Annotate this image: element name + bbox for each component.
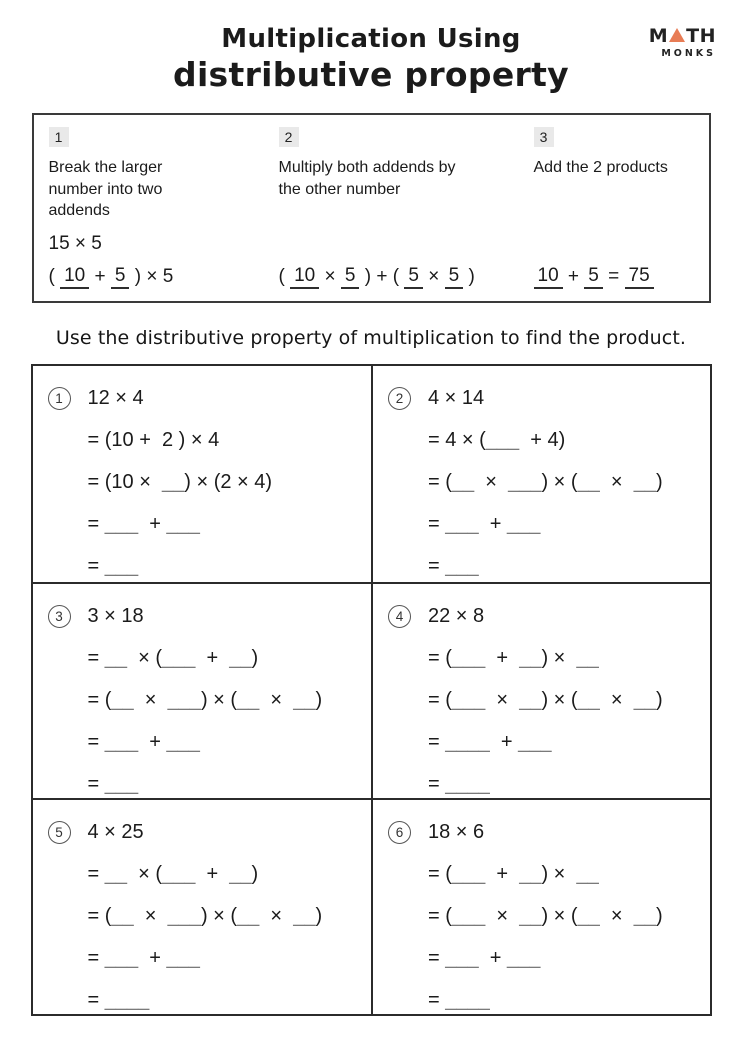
problem-line [428, 721, 702, 763]
problem-step-line: = 4 × (___ + 4) [428, 428, 566, 451]
problem-step-line: = (__ × ___) × (__ × __) [87, 904, 323, 927]
problem-line [388, 811, 702, 853]
problem-cell-6 [371, 798, 710, 1014]
problem-expression: 12 × 4 [87, 386, 144, 409]
problem-cell-4 [371, 582, 710, 798]
instruction-text: Use the distributive property of multiplication to find the product. [55, 327, 687, 349]
step-3-number-badge: 3 [534, 127, 554, 147]
problem-step-line: = (___ × __) × (__ × __) [428, 904, 663, 927]
problem-cell-2 [371, 366, 710, 582]
problem-step-line: = (__ × ___) × (__ × __) [428, 470, 663, 493]
logo-subtext: MONKS [661, 48, 716, 59]
logo-wordmark [649, 27, 716, 46]
problem-step-line: = (10 + 2 ) × 4 [87, 428, 220, 451]
math-monks-logo [649, 27, 716, 59]
problem-number-badge: 5 [48, 821, 71, 844]
step-3-description: Add the 2 products [533, 159, 668, 176]
problem-line [48, 377, 364, 419]
problem-line [48, 595, 364, 637]
problem-cell-3 [33, 582, 372, 798]
problem-number-badge: 4 [388, 605, 411, 628]
problem-line [88, 721, 364, 763]
problem-line [388, 595, 702, 637]
problem-step-line: = ___ [87, 772, 139, 795]
problem-step-line: = ____ [428, 988, 490, 1011]
problem-step-line: = ____ + ___ [428, 730, 552, 753]
problem-line [88, 937, 364, 979]
step-3-example-line1 [534, 227, 709, 260]
problem-line [428, 461, 702, 503]
problem-expression: 4 × 25 [87, 820, 144, 843]
problem-step-line: = ___ + ___ [87, 512, 200, 535]
problem-line [88, 419, 364, 461]
problem-number-badge: 2 [388, 387, 411, 410]
problem-number-badge: 3 [48, 605, 71, 628]
problem-step-line: = ___ + ___ [87, 946, 200, 969]
worksheet-header [0, 0, 742, 94]
step-1 [49, 127, 279, 301]
problem-line [48, 811, 364, 853]
problem-expression: 18 × 6 [428, 820, 485, 843]
steps-box [32, 113, 711, 303]
page-title-line1: Multiplication Using [221, 24, 521, 54]
problem-step-line: = ____ [428, 772, 490, 795]
problem-step-line: = __ × (___ + __) [87, 862, 259, 885]
problem-step-line: = ___ + ___ [428, 512, 541, 535]
problem-step-line: = ___ + ___ [428, 946, 541, 969]
problem-cell-1 [33, 366, 372, 582]
logo-letter-m: M [648, 25, 669, 47]
step-1-example-line1: 15 × 5 [48, 232, 102, 254]
step-2-example-line1 [279, 227, 534, 260]
problem-line [88, 853, 364, 895]
problem-line [88, 545, 364, 587]
problem-expression: 4 × 14 [428, 386, 485, 409]
problem-cell-5 [33, 798, 372, 1014]
step-1-example-line2: ( 10 + 5 ) × 5 [48, 264, 174, 287]
problem-line [428, 503, 702, 545]
problem-line [88, 979, 364, 1021]
problem-expression: 22 × 8 [428, 604, 485, 627]
problem-step-line: = ____ [87, 988, 150, 1011]
step-3-example-line2: 10 + 5 = 75 [534, 260, 709, 293]
step-3 [534, 127, 709, 301]
problem-step-line: = (__ × ___) × (__ × __) [87, 688, 323, 711]
problem-step-line: = __ × (___ + __) [87, 646, 259, 669]
step-1-number-badge: 1 [49, 127, 69, 147]
problem-step-line: = (___ + __) × __ [428, 646, 599, 669]
problem-number-badge: 1 [48, 387, 71, 410]
problem-step-line: = (10 × __) × (2 × 4) [87, 470, 273, 493]
problem-number-badge: 6 [388, 821, 411, 844]
problem-line [388, 377, 702, 419]
problem-line [428, 937, 702, 979]
page-title-line2: distributive property [173, 55, 569, 94]
step-1-description: Break the larger number into two addends [48, 159, 163, 219]
problem-line [428, 637, 702, 679]
problem-line [88, 895, 364, 937]
problem-line [428, 679, 702, 721]
step-2 [279, 127, 534, 301]
problems-grid [31, 364, 712, 1016]
problem-step-line: = ___ + ___ [87, 730, 200, 753]
step-2-example-line2: ( 10 × 5 ) + ( 5 × 5 ) [278, 264, 475, 287]
problem-expression: 3 × 18 [87, 604, 144, 627]
problem-line [428, 895, 702, 937]
problem-line [88, 679, 364, 721]
problem-line [428, 979, 702, 1021]
problem-step-line: = ___ [87, 554, 139, 577]
problem-line [428, 419, 702, 461]
problem-line [428, 545, 702, 587]
problem-step-line: = (___ × __) × (__ × __) [428, 688, 663, 711]
problem-step-line: = ___ [428, 554, 479, 577]
step-2-number-badge: 2 [279, 127, 299, 147]
problem-line [428, 853, 702, 895]
logo-triangle-icon [669, 28, 685, 42]
problem-line [88, 461, 364, 503]
logo-letters-th: TH [686, 25, 716, 47]
problem-step-line: = (___ + __) × __ [428, 862, 599, 885]
step-2-description: Multiply both addends by the other number [278, 159, 456, 198]
problem-line [88, 503, 364, 545]
problem-line [88, 637, 364, 679]
